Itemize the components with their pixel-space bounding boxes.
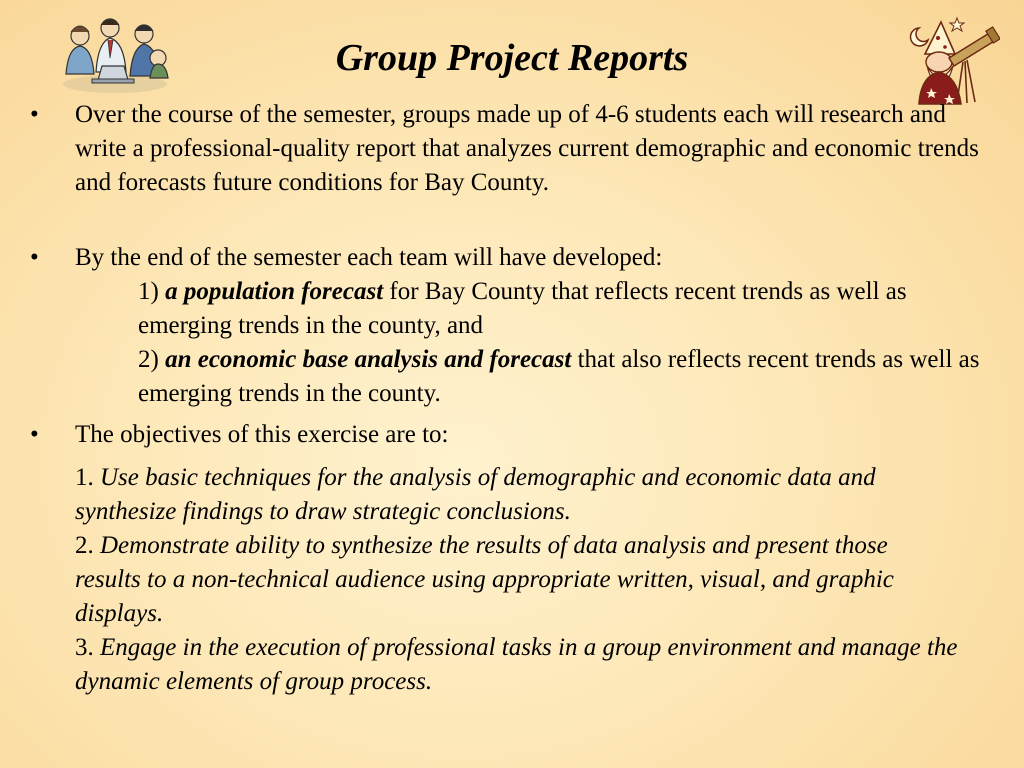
item-emphasis: a population forecast — [165, 278, 384, 305]
bullet-text-semester-groups: Over the course of the semester, groups made up of 4-6 students each will research and write a professional-quality report that analyzes current demographic and economic trends and forecasts future conditions for Bay County. — [75, 101, 979, 196]
slide-title: Group Project Reports — [335, 37, 689, 79]
objective-number: 3. — [75, 634, 100, 661]
objective-text: Demonstrate ability to synthesize the results of data analysis and present those results to a non-technical audience using appropriate written, visual, and graphic displays. — [75, 532, 894, 627]
objective-text: Engage in the execution of professional tasks in a group environment and manage the dynamic elements of group process. — [75, 634, 958, 695]
item-text: for Bay County that reflects recent trends as well as emerging trends in the county, and — [138, 278, 907, 339]
objective-text: Use basic techniques for the analysis of demographic and economic data and synthesize findings to draw strategic conclusions. — [75, 464, 876, 525]
item-emphasis: an economic base analysis and forecast — [165, 346, 572, 373]
objective-3 — [75, 631, 985, 699]
item-number: 1) — [138, 278, 166, 305]
bullet-marker: • — [30, 421, 39, 448]
bullet-text-team-developed: By the end of the semester each team will have developed: — [75, 244, 663, 271]
bullet-marker: • — [30, 244, 39, 271]
objective-number: 2. — [75, 532, 100, 559]
objective-2 — [75, 529, 945, 631]
item-text: that also reflects recent trends as well as emerging trends in the county. — [138, 346, 980, 407]
objective-1 — [75, 461, 975, 529]
bullet-text-objectives: The objectives of this exercise are to: — [75, 421, 449, 448]
developed-item-1 — [138, 275, 988, 343]
objective-number: 1. — [75, 464, 100, 491]
developed-item-2 — [138, 343, 988, 411]
item-number: 2) — [138, 346, 166, 373]
bullet-marker: • — [30, 101, 39, 128]
